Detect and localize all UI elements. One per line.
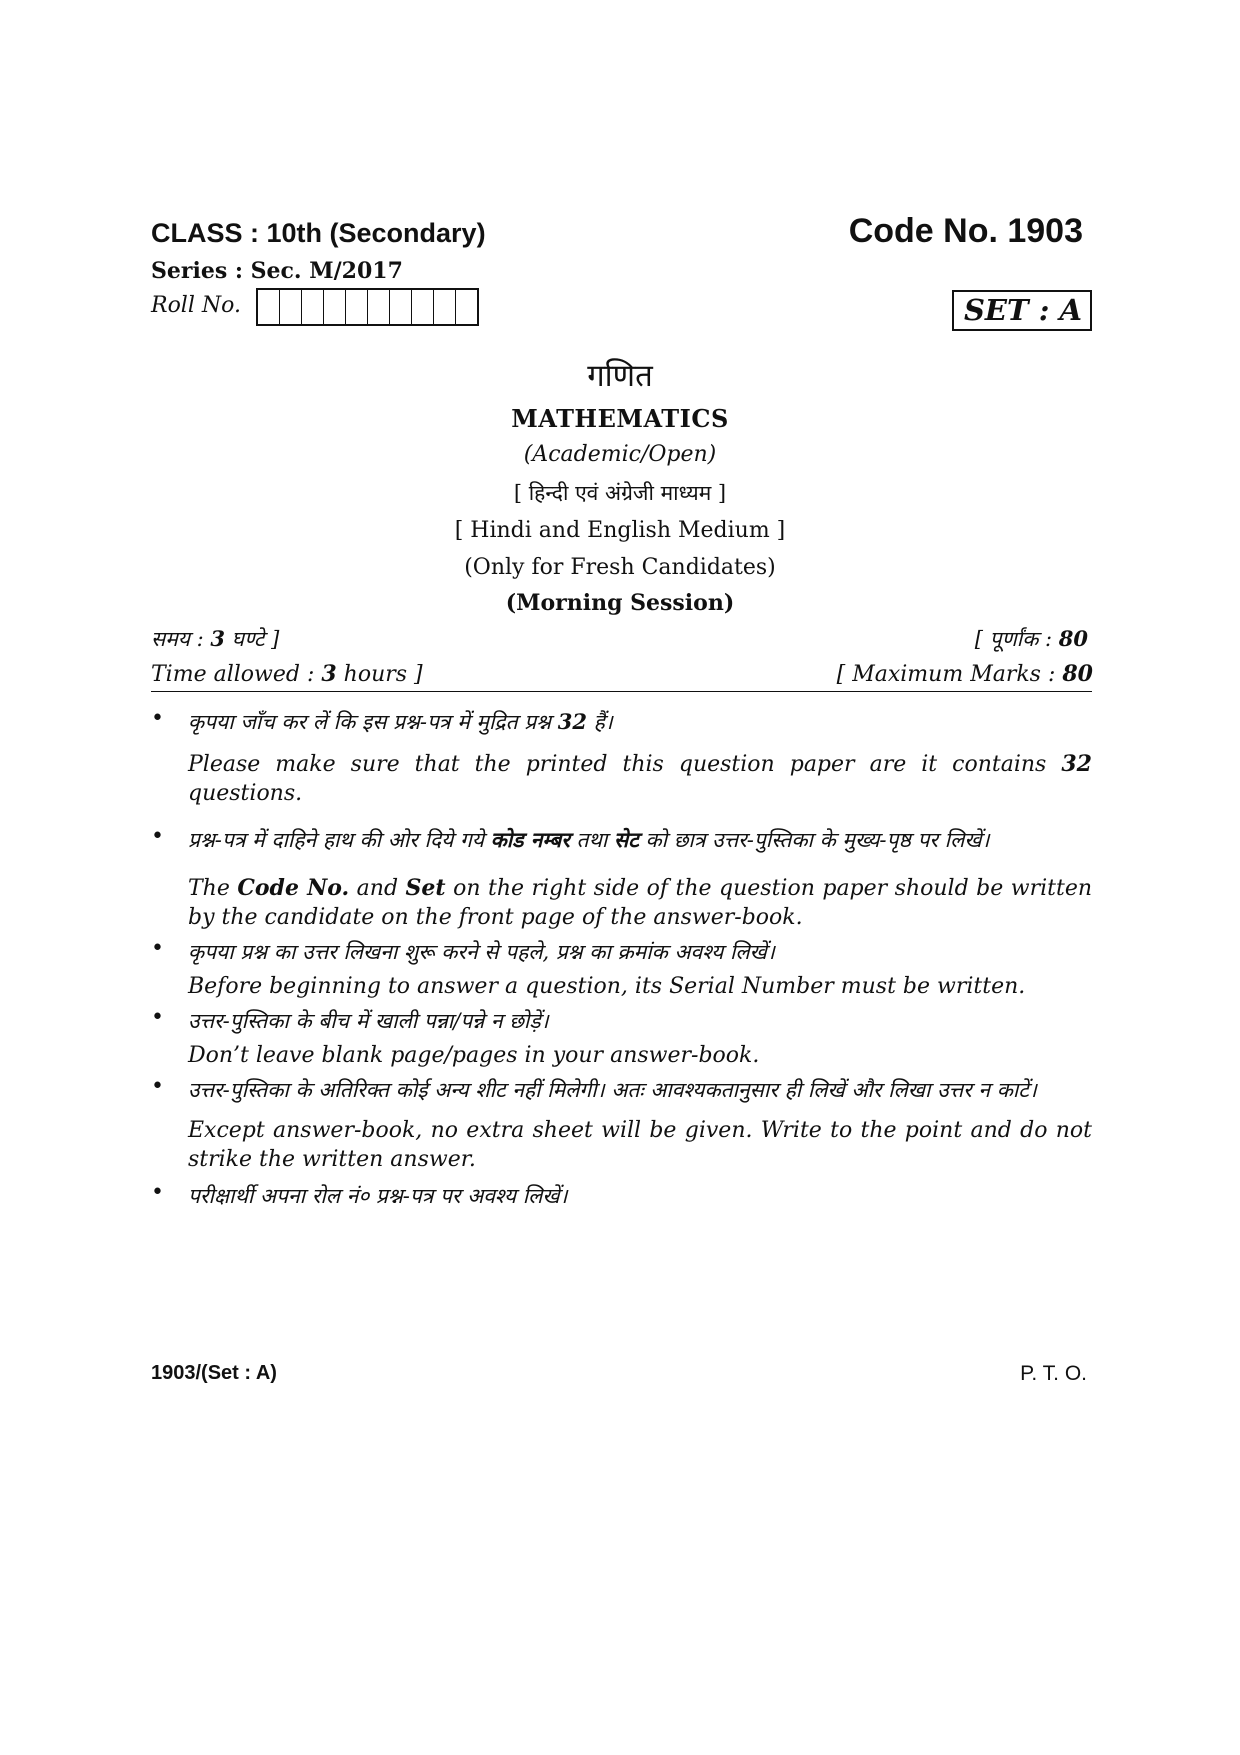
instruction-english: Except answer-book, no extra sheet will be given. Write to the point and do not strike the written answer.	[188, 1118, 1092, 1172]
instruction-item	[151, 936, 1092, 1001]
instruction-hindi: कृपया जाँच कर लें कि इस प्रश्न-पत्र में मुद्रित प्रश्न 32 हैं।	[188, 709, 613, 734]
instruction-item	[151, 1074, 1092, 1174]
instruction-english: The Code No. and Set on the right side of the question paper should be written by the candidate on the front page of the answer-book.	[188, 875, 1093, 930]
instruction-english: Before beginning to answer a question, its Serial Number must be written.	[188, 974, 1026, 999]
roll-number-box	[390, 290, 412, 324]
maximum-marks: [ Maximum Marks : 80	[836, 661, 1093, 687]
roll-number-label: Roll No.	[151, 293, 241, 318]
exam-mode: (Academic/Open)	[523, 442, 717, 467]
bullet-icon: •	[151, 1005, 164, 1030]
bullet-icon: •	[151, 1074, 164, 1099]
roll-number-box	[412, 290, 434, 324]
footer-code: 1903/(Set : A)	[151, 1362, 277, 1384]
instruction-hindi: प्रश्न-पत्र में दाहिने हाथ की ओर दिये गये कोड नम्बर तथा सेट को छात्र उत्तर-पुस्तिका के मुख्य-पृष्ठ पर लिखें।	[188, 827, 990, 852]
header-divider	[151, 691, 1092, 692]
instruction-english: Don’t leave blank page/pages in your answer-book.	[188, 1043, 760, 1068]
code-number: Code No. 1903	[848, 212, 1083, 250]
bullet-icon: •	[151, 936, 164, 961]
subject-title-english: MATHEMATICS	[511, 404, 729, 433]
instruction-hindi: उत्तर-पुस्तिका के अतिरिक्त कोई अन्य शीट नहीं मिलेगी। अतः आवश्यकतानुसार ही लिखें और लिखा उत्तर न काटें।	[188, 1078, 1037, 1102]
series-label: Series : Sec. M/2017	[151, 258, 403, 284]
roll-number-box	[368, 290, 390, 324]
instruction-english: Please make sure that the printed this question paper are it contains 32 questions.	[188, 751, 1092, 806]
footer-pto: P. T. O.	[1020, 1362, 1087, 1385]
bullet-icon: •	[151, 824, 164, 849]
roll-number-box	[434, 290, 456, 324]
set-label: SET : A	[952, 290, 1092, 331]
time-hindi: समय : 3 घण्टे ]	[151, 626, 280, 651]
marks-hindi: [ पूर्णांक : 80	[974, 626, 1088, 651]
roll-number-box	[302, 290, 324, 324]
candidates-note: (Only for Fresh Candidates)	[464, 555, 776, 580]
roll-number-box	[324, 290, 346, 324]
subject-title-hindi: गणित	[587, 358, 653, 394]
instruction-item	[151, 1180, 1092, 1212]
bullet-icon: •	[151, 1180, 164, 1205]
medium-english: [ Hindi and English Medium ]	[454, 518, 786, 543]
instruction-hindi: कृपया प्रश्न का उत्तर लिखना शुरू करने से पहले, प्रश्न का क्रमांक अवश्य लिखें।	[188, 940, 775, 964]
medium-hindi: [ हिन्दी एवं अंग्रेजी माध्यम ]	[513, 481, 727, 505]
time-allowed: Time allowed : 3 hours ]	[151, 661, 423, 687]
roll-number-box	[456, 290, 477, 324]
session-label: (Morning Session)	[505, 590, 735, 616]
class-label: CLASS : 10th (Secondary)	[151, 218, 486, 248]
instruction-item	[151, 1005, 1092, 1070]
instruction-hindi: उत्तर-पुस्तिका के बीच में खाली पन्ना/पन्ने न छोड़ें।	[188, 1009, 549, 1033]
instruction-hindi: परीक्षार्थी अपना रोल नं० प्रश्न-पत्र पर अवश्य लिखें।	[188, 1184, 568, 1208]
roll-number-box	[258, 290, 280, 324]
roll-number-box	[346, 290, 368, 324]
instruction-item	[151, 824, 1092, 932]
instruction-item	[151, 706, 1092, 808]
instructions-list	[151, 700, 1092, 1212]
roll-number-boxes	[256, 288, 479, 326]
roll-number-box	[280, 290, 302, 324]
bullet-icon: •	[151, 706, 164, 731]
